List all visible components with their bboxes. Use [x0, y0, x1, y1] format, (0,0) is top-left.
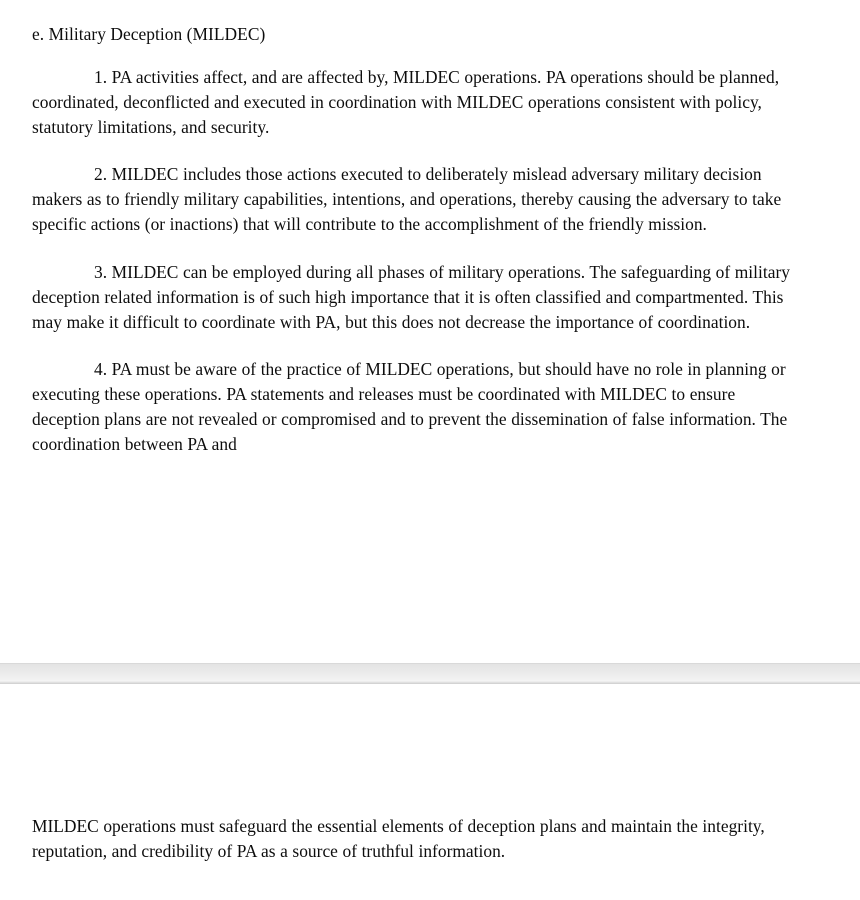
- paragraph-1: 1. PA activities affect, and are affected by, MILDEC operations. PA operations should be planned, coordinated, deconflicted and executed in coordination with MILDEC operations consistent with policy, statutory limitations, and security.: [32, 67, 780, 138]
- next-page-top-whitespace: [0, 684, 860, 814]
- page-break-divider: [0, 663, 860, 684]
- page-bottom-whitespace: [0, 520, 860, 663]
- paragraph-continuation: MILDEC operations must safeguard the essential elements of deception plans and maintain the integrity, reputation, and credibility of PA as a source of truthful information.: [32, 816, 765, 862]
- paragraph-2: 2. MILDEC includes those actions executed to deliberately mislead adversary military decision makers as to friendly military capabilities, intentions, and operations, thereby causing the adversary to take specific actions (or inactions) that will contribute to the accomplishment of the friendly mission.: [32, 164, 782, 235]
- paragraph-3: 3. MILDEC can be employed during all phases of military operations. The safeguarding of military deception related information is of such high importance that it is often classified and compartmented. This may make it difficult to coordinate with PA, but this does not decrease the importance of coordination.: [32, 261, 790, 332]
- page-one-text-block: [32, 22, 804, 457]
- paragraph-4: 4. PA must be aware of the practice of MILDEC operations, but should have no role in planning or executing these operations. PA statements and releases must be coordinated with MILDEC to ensure deception plans are not revealed or compromised and to prevent the dissemination of false information. The coordination between PA and: [32, 358, 788, 455]
- section-heading-military-deception: e. Military Deception (MILDEC): [32, 24, 266, 44]
- page-two-text-block: [32, 814, 804, 864]
